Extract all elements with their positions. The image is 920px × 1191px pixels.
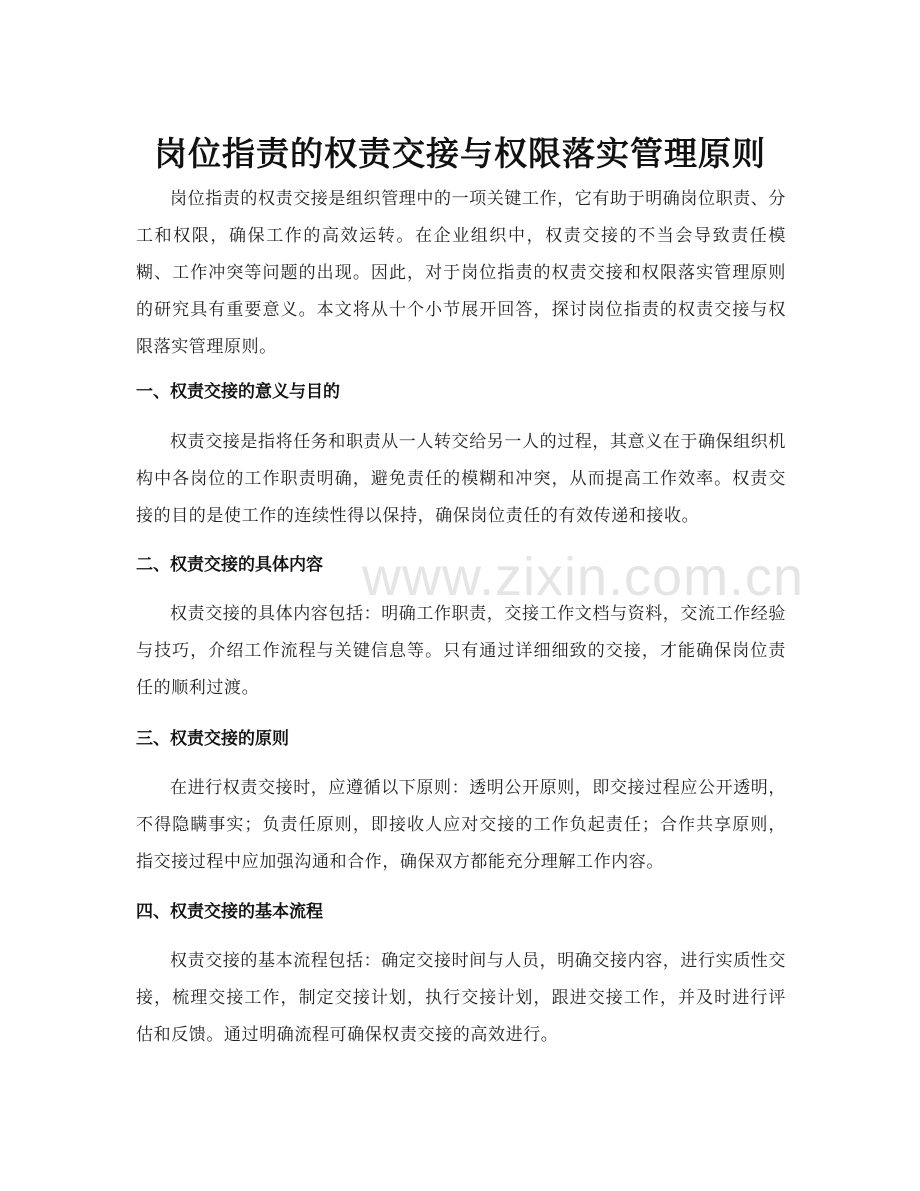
- section-2-heading: 二、权责交接的具体内容: [136, 555, 323, 575]
- section-4-body: 权责交接的基本流程包括：确定交接时间与人员，明确交接内容，进行实质性交接，梳理交接工作，制定交接计划，执行交接计划，跟进交接工作，并及时进行评估和反馈。通过明确流程可确保权责交接的高效进行。: [136, 951, 786, 1045]
- section-3-body: 在进行权责交接时，应遵循以下原则：透明公开原则，即交接过程应公开透明，不得隐瞒事实；负责任原则，即接收人应对交接的工作负起责任；合作共享原则，指交接过程中应加强沟通和合作，确保双方都能充分理解工作内容。: [136, 778, 786, 872]
- section-1-body: 权责交接是指将任务和职责从一人转交给另一人的过程，其意义在于确保组织机构中各岗位的工作职责明确，避免责任的模糊和冲突，从而提高工作效率。权责交接的目的是使工作的连续性得以保持，确保岗位责任的有效传递和接收。: [136, 432, 786, 526]
- section-4-heading: 四、权责交接的基本流程: [136, 902, 323, 922]
- section-2-body: 权责交接的具体内容包括：明确工作职责，交接工作文档与资料，交流工作经验与技巧，介绍工作流程与关键信息等。只有通过详细细致的交接，才能确保岗位责任的顺利过渡。: [136, 604, 786, 698]
- document-title: 岗位指责的权责交接与权限落实管理原则: [154, 134, 766, 174]
- section-3-heading: 三、权责交接的原则: [136, 729, 289, 749]
- intro-paragraph: 岗位指责的权责交接是组织管理中的一项关键工作，它有助于明确岗位职责、分工和权限，确保工作的高效运转。在企业组织中，权责交接的不当会导致责任模糊、工作冲突等问题的出现。因此，对于岗位指责的权责交接和权限落实管理原则的研究具有重要意义。本文将从十个小节展开回答，探讨岗位指责的权责交接与权限落实管理原则。: [136, 189, 786, 357]
- watermark: www.zixin.com.cn: [362, 547, 805, 607]
- section-1-heading: 一、权责交接的意义与目的: [136, 382, 340, 402]
